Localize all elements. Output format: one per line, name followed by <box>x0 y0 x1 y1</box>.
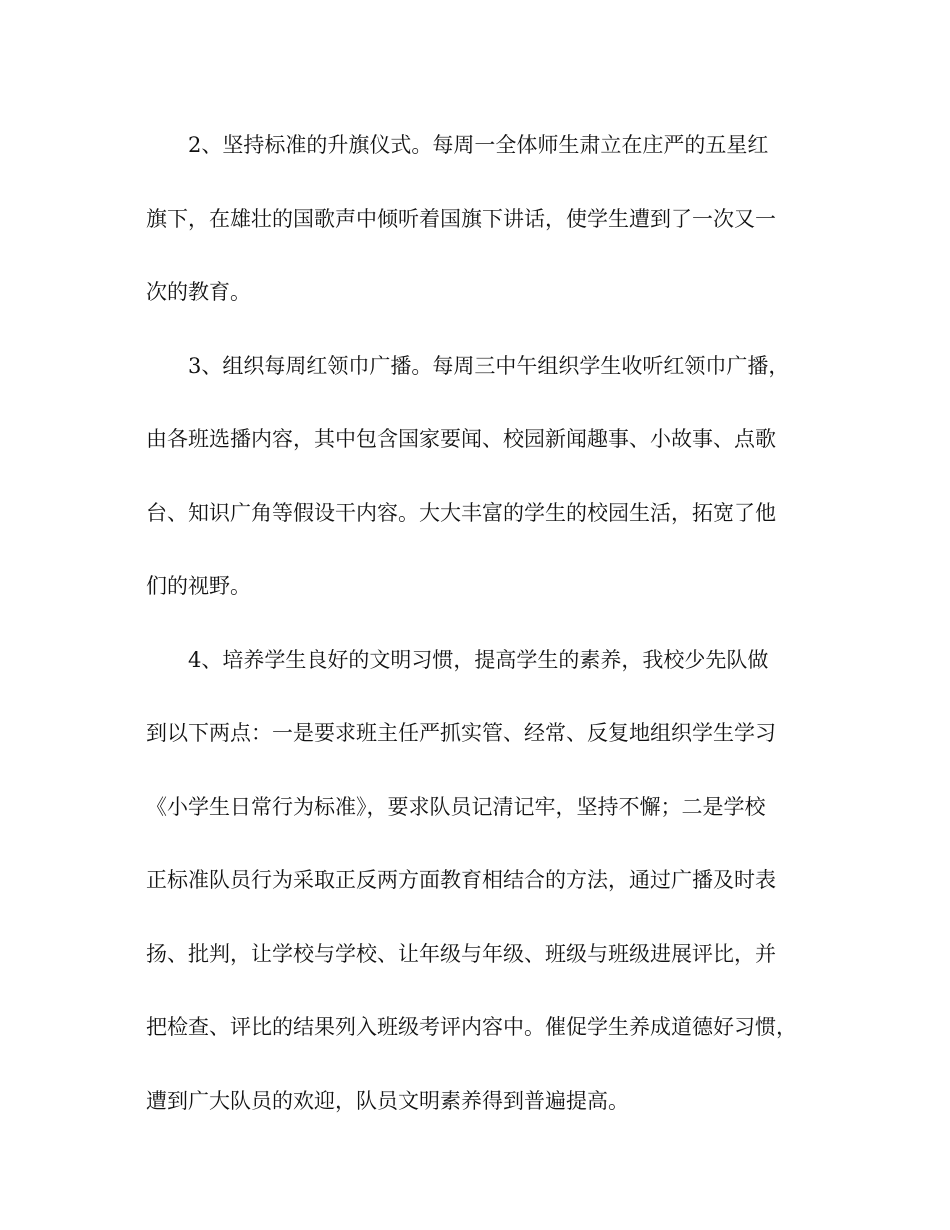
text-line: 扬、批判，让学校与学校、让年级与年级、班级与班级进展评比，并 <box>146 941 776 966</box>
text-line: 旗下，在雄壮的国歌声中倾听着国旗下讲话，使学生遭到了一次又一 <box>146 206 776 231</box>
text-line: 由各班选播内容，其中包含国家要闻、校园新闻趣事、小故事、点歌 <box>146 427 776 451</box>
text-line: 台、知识广角等假设干内容。大大丰富的学生的校园生活，拓宽了他 <box>146 500 776 525</box>
text-line: 到以下两点：一是要求班主任严抓实管、经常、反复地组织学生学习 <box>146 721 776 745</box>
document-body <box>146 124 808 1153</box>
text-line: 把检查、评比的结果列入班级考评内容中。催促学生养成道德好习惯， <box>146 1015 797 1039</box>
text-line: 们的视野。 <box>146 574 251 598</box>
text-line: 次的教育。 <box>146 280 251 304</box>
text-line: 正标准队员行为采取正反两方面教育相结合的方法，通过广播及时表 <box>146 868 776 892</box>
paragraph-red-scarf-broadcast <box>146 345 808 639</box>
text-line: 2、坚持标准的升旗仪式。每周一全体师生肃立在庄严的五星红 <box>188 133 769 157</box>
paragraph-civilized-habits <box>146 639 808 1154</box>
text-line: 3、组织每周红领巾广播。每周三中午组织学生收听红领巾广播， <box>188 353 790 378</box>
text-line: 《小学生日常行为标准》，要求队员记清记牢，坚持不懈；二是学校 <box>146 794 766 819</box>
paragraph-flag-ceremony <box>146 124 808 345</box>
text-line: 4、培养学生良好的文明习惯，提高学生的素养，我校少先队做 <box>188 647 769 672</box>
text-line: 遭到广大队员的欢迎，队员文明素养得到普遍提高。 <box>146 1088 629 1113</box>
